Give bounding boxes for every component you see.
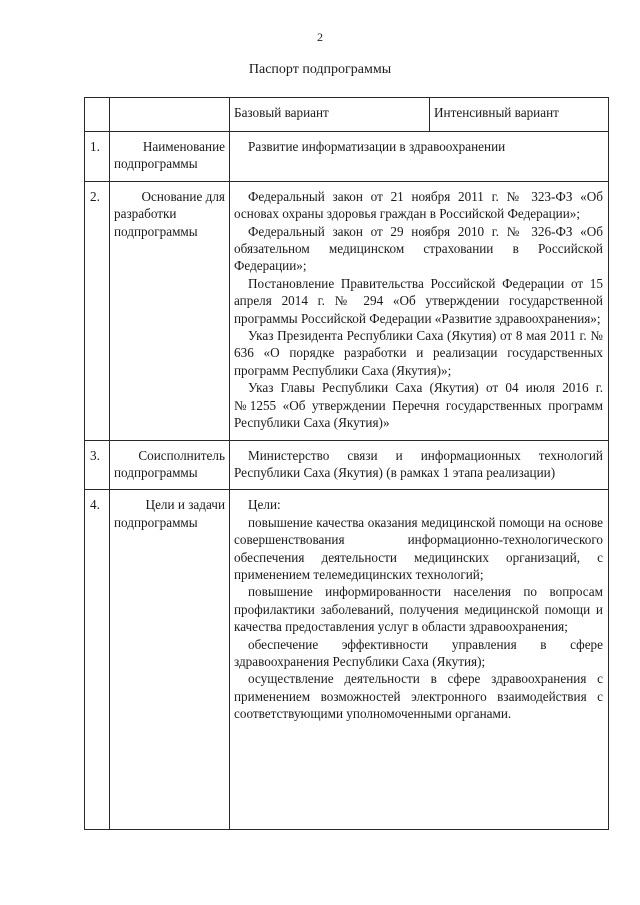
content-paragraph: Министерство связи и информационных технологий Республики Саха (Якутия) (в рамках 1 этапа реализации) [234,447,603,480]
row-number: 3. [85,440,110,490]
row-name [110,440,230,490]
content-paragraph: Федеральный закон от 29 ноября 2010 г. № 326-ФЗ «Об обязательном медицинском страховании в Российской Федерации»; [234,223,603,274]
row-number: 1. [85,132,110,182]
header-num-cell [85,98,110,132]
header-base-variant: Базовый вариант [230,98,430,132]
content-paragraph: Цели: [248,497,281,513]
header-name-cell [110,98,230,132]
content-paragraph: обеспечение эффективности управления в сфере здравоохранения Республики Саха (Якутия); [234,636,603,669]
content-paragraph: Постановление Правительства Российской Федерации от 15 апреля 2014 г. № 294 «Об утверждении государственной программы Российской Федерации «Развитие здравоохранения»; [234,275,603,326]
row-name [110,132,230,182]
passport-table [84,97,609,830]
page-number: 2 [317,30,323,44]
row-content [230,440,609,490]
row-name-line2: разработки подпрограммы [114,206,198,239]
table-row [85,132,609,182]
row-content [230,132,609,182]
row-number: 2. [85,181,110,440]
row-name-line1: Соисполнитель [138,447,225,463]
row-number: 4. [85,490,110,830]
row-name-line1: Цели и задачи [145,497,225,513]
content-paragraph: Федеральный закон от 21 ноября 2011 г. № 323-ФЗ «Об основах охраны здоровья граждан в Российской Федерации»; [234,188,603,222]
content-paragraph: повышение качества оказания медицинской помощи на основе совершенствования информационно-технологического обеспечения деятельности медицинских организаций, с применением телемедицинских технологий; [234,514,603,582]
content-paragraph: Развитие информатизации в здравоохранении [248,139,506,154]
row-name-line1: Основание для [141,188,225,204]
table-row [85,490,609,830]
content-paragraph: повышение информированности населения по вопросам профилактики заболеваний, получения медицинской помощи и качества предоставления услуг в области здравоохранения; [234,584,603,635]
row-name-line1: Наименование [142,139,225,154]
row-name [110,181,230,440]
content-paragraph: Указ Главы Республики Саха (Якутия) от 04 июля 2016 г. №1255 «Об утверждении Перечня государственных программ Республики Саха (Якутия)» [234,380,603,431]
header-intensive-variant: Интенсивный вариант [430,98,609,132]
row-content [230,490,609,830]
document-title: Паспорт подпрограммы [248,62,392,77]
table-row [85,440,609,490]
table-header-row [85,98,609,132]
content-paragraph: осуществление деятельности в сфере здравоохранения с применением возможностей электронного взаимодействия с соответствующими уполномоченными органами. [234,671,603,722]
table-row [85,181,609,440]
row-content [230,181,609,440]
content-paragraph: Указ Президента Республики Саха (Якутия) от 8 мая 2011 г. № 636 «О порядке разработки и реализации государственных программ Республики Саха (Якутия)»; [234,328,603,378]
row-name-line2: подпрограммы [114,514,198,530]
row-name [110,490,230,830]
row-name-line2: подпрограммы [114,464,198,480]
row-name-line2: подпрограммы [114,156,198,172]
